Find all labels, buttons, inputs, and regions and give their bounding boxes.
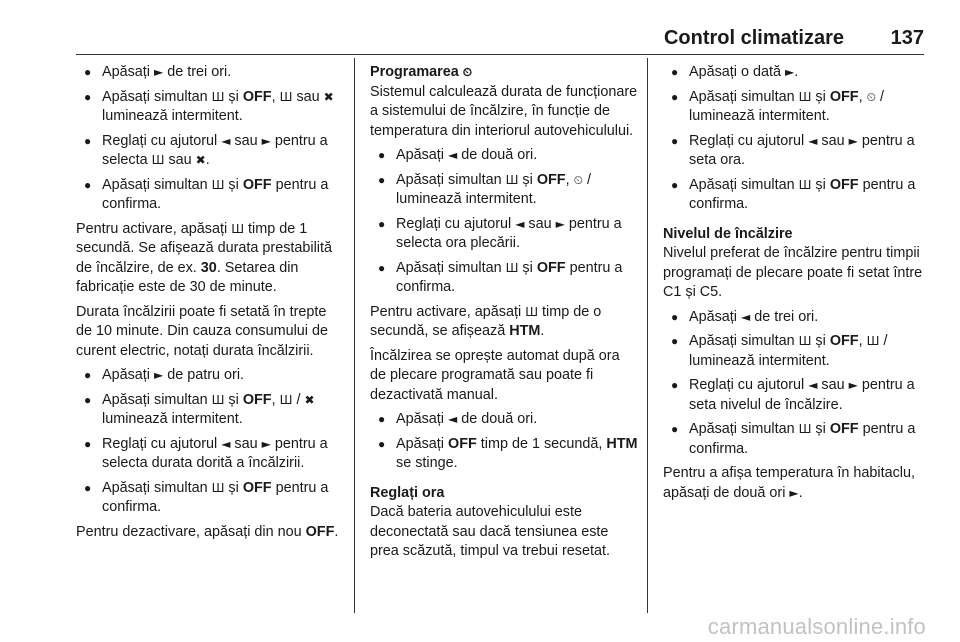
- heater-icon: Ш: [798, 177, 812, 192]
- heater-icon: Ш: [279, 89, 293, 104]
- list-item: ● Apăsați OFF timp de 1 secundă, HTM se stinge.: [370, 435, 638, 474]
- right-arrow-icon: ►: [789, 485, 799, 500]
- right-arrow-icon: ►: [261, 436, 271, 451]
- list-item: ● Apăsați simultan Ш și OFF pentru a confirma.: [370, 259, 638, 298]
- list-item: ● Reglați cu ajutorul ◄ sau ► pentru a seta nivelul de încălzire.: [663, 376, 931, 415]
- list-item: ● Apăsați simultan Ш și OFF, ⏲ / luminează intermitent.: [370, 171, 638, 210]
- heater-icon: Ш: [211, 177, 225, 192]
- list-item: ● Reglați cu ajutorul ◄ sau ► pentru a seta ora.: [663, 132, 931, 171]
- right-arrow-icon: ►: [848, 133, 858, 148]
- right-arrow-icon: ►: [848, 378, 858, 392]
- list-item: ● Apăsați simultan Ш și OFF pentru a confirma.: [663, 420, 931, 459]
- list-item: ● Apăsați ◄ de două ori.: [370, 146, 638, 166]
- step-list: [370, 410, 638, 474]
- list-item: ● Apăsați simultan Ш și OFF, ⏲ / luminează intermitent.: [663, 88, 931, 127]
- list-item: ● Apăsați o dată ►.: [663, 63, 931, 83]
- left-arrow-icon: ◄: [808, 378, 818, 392]
- step-list: [76, 63, 344, 215]
- heater-icon: Ш: [798, 89, 812, 104]
- right-arrow-icon: ►: [154, 368, 164, 382]
- heater-icon: Ш: [279, 392, 293, 407]
- step-list: [663, 308, 931, 460]
- heater-icon: Ш: [231, 221, 245, 236]
- right-arrow-icon: ►: [555, 216, 565, 231]
- list-item: ● Apăsați simultan Ш și OFF, Ш / ✖ luminează intermitent.: [76, 391, 344, 430]
- heater-icon: Ш: [798, 334, 812, 348]
- ventilation-icon: ✖: [304, 392, 315, 407]
- list-item: ● Apăsați ◄ de două ori.: [370, 410, 638, 430]
- heater-icon: Ш: [866, 334, 880, 348]
- heater-icon: Ш: [505, 260, 519, 275]
- left-arrow-icon: ◄: [448, 148, 458, 162]
- list-item: ● Apăsați ► de trei ori.: [76, 63, 344, 83]
- left-arrow-icon: ◄: [448, 412, 458, 426]
- heater-icon: Ш: [525, 304, 539, 319]
- list-item: ● Apăsați ► de patru ori.: [76, 366, 344, 386]
- watermark: carmanualsonline.info: [707, 613, 926, 639]
- list-item: ● Apăsați simultan Ш și OFF, Ш / luminează intermitent.: [663, 332, 931, 371]
- column-3: [663, 63, 931, 508]
- step-list: [370, 146, 638, 298]
- paragraph: Pentru a afișa temperatura în habitaclu, apăsați de două ori ►.: [663, 465, 915, 501]
- column-divider-2: [647, 58, 648, 613]
- column-1: [76, 63, 344, 547]
- ventilation-icon: ✖: [195, 153, 206, 167]
- list-item: ● Apăsați simultan Ш și OFF, Ш sau ✖ luminează intermitent.: [76, 88, 344, 127]
- paragraph: Încălzirea se oprește automat după ora de plecare programată sau poate fi dezactivată manual.: [370, 347, 620, 403]
- header-divider: [76, 54, 924, 55]
- right-arrow-icon: ►: [154, 65, 164, 79]
- page-header: [0, 14, 924, 54]
- step-list: [76, 366, 344, 518]
- paragraph: Sistemul calculează durata de funcționare a sistemului de încălzire, în funcție de temperatura din interiorul autovehiculului.: [370, 83, 638, 139]
- step-list: [663, 63, 931, 215]
- column-divider-1: [354, 58, 355, 613]
- list-item: ● Reglați cu ajutorul ◄ sau ► pentru a selecta ora plecării.: [370, 215, 638, 254]
- time-icon: ⏲: [866, 89, 876, 104]
- heater-icon: Ш: [505, 172, 519, 187]
- right-arrow-icon: ►: [261, 133, 271, 148]
- left-arrow-icon: ◄: [221, 133, 231, 148]
- paragraph: Dacă bateria autovehiculului este deconectată sau dacă tensiunea este prea scăzută, timpul va trebui resetat.: [370, 504, 610, 559]
- paragraph: Nivelul preferat de încălzire pentru timpii programați de plecare poate fi setat între C1 și C5.: [663, 245, 923, 300]
- clock-icon: ⏲: [573, 172, 583, 187]
- heater-icon: Ш: [151, 153, 165, 167]
- paragraph: Pentru activare, apăsați Ш timp de o secundă, se afișează HTM.: [370, 303, 602, 339]
- heater-icon: Ш: [211, 392, 225, 407]
- paragraph: Durata încălzirii poate fi setată în trepte de 10 minute. Din cauza consumului de curent electric, notați durata încălzirii.: [76, 303, 328, 359]
- left-arrow-icon: ◄: [808, 133, 818, 148]
- paragraph: Pentru dezactivare, apăsați din nou OFF.: [76, 523, 339, 540]
- section-heading: Reglați ora: [370, 484, 445, 501]
- right-arrow-icon: ►: [785, 65, 795, 79]
- left-arrow-icon: ◄: [741, 309, 751, 324]
- heater-icon: Ш: [211, 89, 225, 104]
- list-item: ● Apăsați simultan Ш și OFF pentru a confirma.: [663, 176, 931, 215]
- list-item: ● Apăsați ◄ de trei ori.: [663, 308, 931, 328]
- section-heading: Nivelul de încălzire: [663, 225, 793, 242]
- section-heading: Programarea ⏲: [370, 64, 473, 80]
- list-item: ● Apăsați simultan Ш și OFF pentru a confirma.: [76, 479, 344, 518]
- list-item: ● Reglați cu ajutorul ◄ sau ► pentru a selecta durata dorită a încălzirii.: [76, 435, 344, 474]
- left-arrow-icon: ◄: [515, 216, 525, 231]
- page-number: 137: [890, 27, 924, 49]
- list-item: ● Apăsați simultan Ш și OFF pentru a confirma.: [76, 176, 344, 215]
- column-2: [370, 63, 638, 567]
- clock-icon: ⏲: [462, 65, 473, 79]
- paragraph: Pentru activare, apăsați Ш timp de 1 secundă. Se afișează durata prestabilită de încălzire, de ex. 30. Setarea din fabricație este de 30 de minute.: [76, 220, 332, 295]
- heater-icon: Ш: [798, 422, 812, 436]
- header-title: Control climatizare: [663, 27, 844, 49]
- ventilation-icon: ✖: [323, 89, 334, 104]
- heater-icon: Ш: [211, 480, 225, 495]
- left-arrow-icon: ◄: [221, 436, 231, 451]
- list-item: ● Reglați cu ajutorul ◄ sau ► pentru a selecta Ш sau ✖.: [76, 132, 344, 171]
